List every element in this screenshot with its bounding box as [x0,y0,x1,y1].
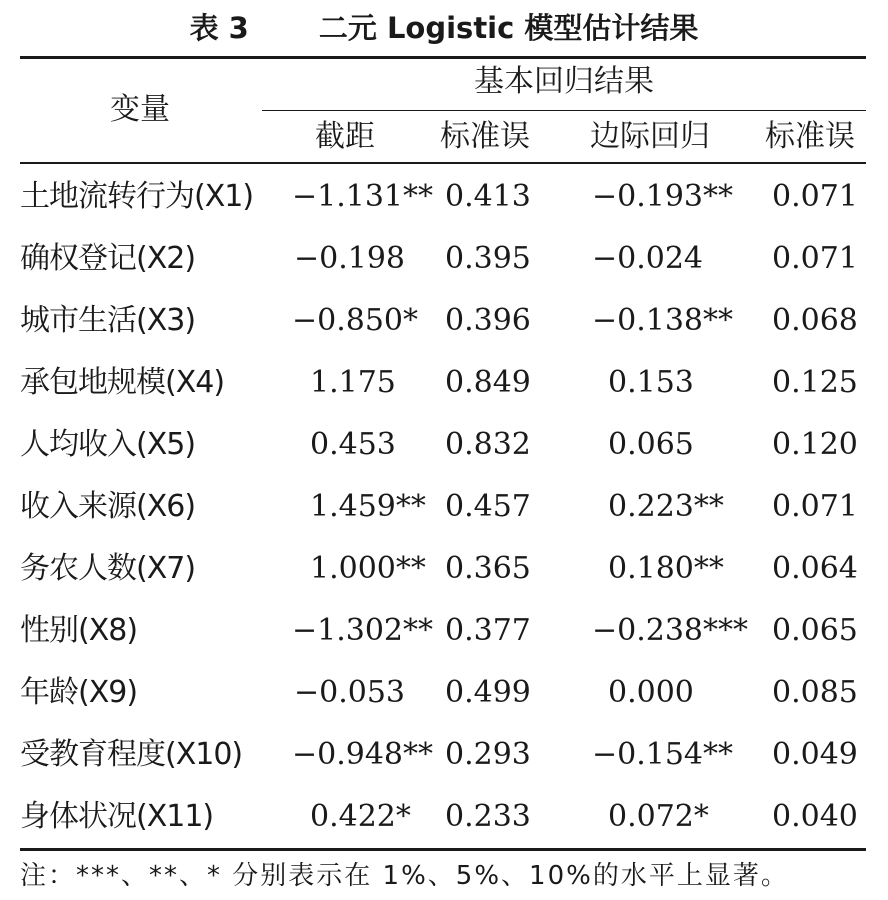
table-body [20,166,866,848]
intercept-value: −1.302** [292,613,434,648]
variable-name: 收入来源(X6) [20,489,196,524]
column-header-se1: 标准误 [440,119,530,154]
group-header: 基本回归结果 [474,64,654,99]
se1-value: 0.413 [445,179,531,214]
se2-value: 0.125 [772,365,858,400]
marginal-value: 0.072* [608,799,709,834]
table-row [20,476,866,538]
variable-name: 性别(X8) [20,613,138,648]
table-row [20,724,866,786]
table-note: 注：***、**、* 分别表示在 1%、5%、10%的水平上显著。 [20,861,789,891]
intercept-value: 1.175 [310,365,396,400]
intercept-value: −0.850* [292,303,419,338]
intercept-value: −0.198 [294,241,406,276]
variable-name: 确权登记(X2) [20,241,196,276]
marginal-value: 0.223** [608,489,724,524]
intercept-value: −0.053 [294,675,406,710]
marginal-value: 0.065 [608,427,694,462]
variable-name: 年龄(X9) [20,675,138,710]
variable-name: 城市生活(X3) [20,303,196,338]
table-row [20,414,866,476]
table-number: 表 3 [189,11,249,45]
table-row [20,228,866,290]
marginal-value: −0.138** [592,303,734,338]
se1-value: 0.457 [445,489,531,524]
table-row [20,166,866,228]
se1-value: 0.365 [445,551,531,586]
intercept-value: −0.948** [292,737,434,772]
intercept-value: −1.131** [292,179,434,214]
se2-value: 0.071 [772,489,858,524]
marginal-value: 0.000 [608,675,694,710]
top-rule [20,56,866,59]
column-header-intercept: 截距 [315,119,375,154]
se1-value: 0.293 [445,737,531,772]
table-row [20,662,866,724]
se2-value: 0.085 [772,675,858,710]
table-row [20,786,866,848]
se1-value: 0.832 [445,427,531,462]
marginal-value: −0.193** [592,179,734,214]
se2-value: 0.049 [772,737,858,772]
intercept-value: 0.422* [310,799,411,834]
se2-value: 0.120 [772,427,858,462]
table-title: 二元 Logistic 模型估计结果 [318,11,699,45]
intercept-value: 0.453 [310,427,396,462]
se2-value: 0.064 [772,551,858,586]
se1-value: 0.396 [445,303,531,338]
marginal-value: 0.153 [608,365,694,400]
se2-value: 0.068 [772,303,858,338]
table-row [20,600,866,662]
variable-name: 务农人数(X7) [20,551,196,586]
group-underline [262,110,866,111]
variable-name: 承包地规模(X4) [20,365,225,400]
marginal-value: 0.180** [608,551,724,586]
table-caption [0,8,888,48]
se1-value: 0.395 [445,241,531,276]
se1-value: 0.849 [445,365,531,400]
se2-value: 0.040 [772,799,858,834]
se2-value: 0.071 [772,179,858,214]
intercept-value: 1.000** [310,551,426,586]
se1-value: 0.377 [445,613,531,648]
se1-value: 0.499 [445,675,531,710]
marginal-value: −0.024 [592,241,704,276]
table-row [20,538,866,600]
variable-name: 土地流转行为(X1) [20,179,254,214]
se1-value: 0.233 [445,799,531,834]
intercept-value: 1.459** [310,489,426,524]
variable-name: 人均收入(X5) [20,427,196,462]
table-row [20,352,866,414]
column-header-marginal: 边际回归 [590,119,710,154]
header-rule [20,162,866,164]
variable-header: 变量 [110,92,170,127]
table-row [20,290,866,352]
bottom-rule [20,848,866,851]
column-header-se2: 标准误 [765,119,855,154]
se2-value: 0.071 [772,241,858,276]
se2-value: 0.065 [772,613,858,648]
variable-name: 受教育程度(X10) [20,737,243,772]
marginal-value: −0.154** [592,737,734,772]
variable-name: 身体状况(X11) [20,799,214,834]
marginal-value: −0.238*** [592,613,749,648]
